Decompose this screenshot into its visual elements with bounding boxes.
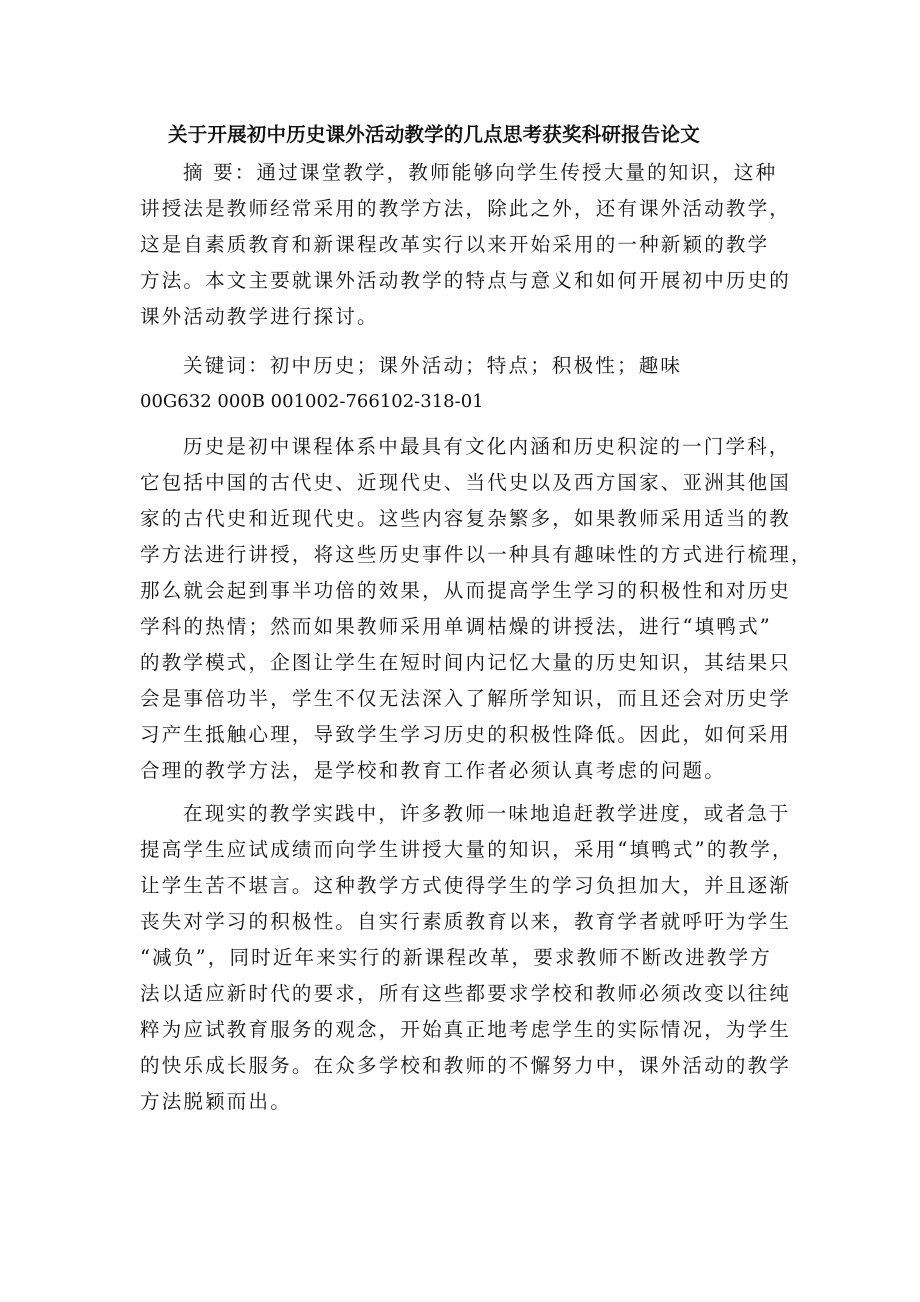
abstract-line: 讲授法是教师经常采用的教学方法，除此之外，还有课外活动教学， (140, 197, 792, 220)
paragraph-line: 提高学生应试成绩而向学生讲授大量的知识，采用“填鸭式”的教学， (140, 838, 794, 861)
paragraph-line: 丧失对学习的积极性。自实行素质教育以来，教育学者就呼吁为学生 (140, 910, 792, 933)
paragraph-line: 习产生抵触心理，导致学生学习历史的积极性降低。因此，如何采用 (140, 723, 792, 746)
paragraph-line: 方法脱颖而出。 (140, 1090, 292, 1113)
paragraph-line: 它包括中国的古代史、近现代史、当代史以及西方国家、亚洲其他国 (140, 471, 792, 494)
paragraph-line: 的快乐成长服务。在众多学校和教师的不懈努力中，课外活动的教学 (140, 1054, 792, 1077)
keywords: 关键词：初中历史；课外活动；特点；积极性；趣味 (183, 354, 683, 377)
document-title: 关于开展初中历史课外活动教学的几点思考获奖科研报告论文 (168, 123, 700, 146)
abstract-line: 课外活动教学进行探讨。 (140, 305, 379, 328)
paragraph-line: “减负”，同时近年来实行的新课程改革，要求教师不断改进教学方 (140, 946, 772, 969)
paragraph-line: 家的古代史和近现代史。这些内容复杂繁多，如果教师采用适当的教 (140, 507, 792, 530)
paragraph-line: 粹为应试教育服务的观念，开始真正地考虑学生的实际情况，为学生 (140, 1018, 792, 1041)
abstract-line: 方法。本文主要就课外活动教学的特点与意义和如何开展初中历史的 (140, 269, 792, 292)
paragraph-line: 学方法进行讲授，将这些历史事件以一种具有趣味性的方式进行梳理， (140, 543, 813, 566)
paragraph-line: 那么就会起到事半功倍的效果，从而提高学生学习的积极性和对历史 (140, 579, 792, 602)
paragraph-line: 法以适应新时代的要求，所有这些都要求学校和教师必须改变以往纯 (140, 982, 792, 1005)
paragraph-line: 学科的热情；然而如果教师采用单调枯燥的讲授法，进行“填鸭式” (140, 615, 772, 638)
paragraph-line: 让学生苦不堪言。这种教学方式使得学生的学习负担加大，并且逐渐 (140, 874, 792, 897)
paragraph-line: 的教学模式，企图让学生在短时间内记忆大量的历史知识，其结果只 (140, 651, 792, 674)
abstract-line: 这是自素质教育和新课程改革实行以来开始采用的一种新颖的教学 (140, 233, 770, 256)
classification-code: 00G632 000B 001002-766102-318-01 (140, 391, 484, 412)
paragraph-line: 历史是初中课程体系中最具有文化内涵和历史积淀的一门学科， (183, 435, 791, 458)
paragraph-line: 会是事倍功半，学生不仅无法深入了解所学知识，而且还会对历史学 (140, 687, 792, 710)
paragraph-line: 合理的教学方法，是学校和教育工作者必须认真考虑的问题。 (140, 759, 726, 782)
paragraph-line: 在现实的教学实践中，许多教师一味地追赶教学进度，或者急于 (183, 802, 791, 825)
abstract-line: 摘 要：通过课堂教学，教师能够向学生传授大量的知识，这种 (183, 161, 778, 184)
